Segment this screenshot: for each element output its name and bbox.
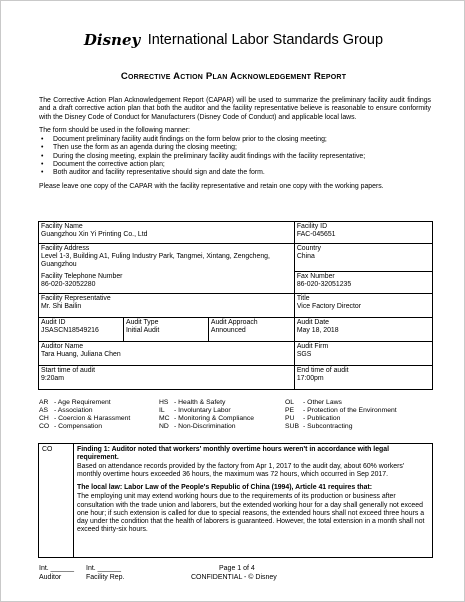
table-row (39, 366, 433, 390)
field-label: Audit Type (125, 319, 159, 326)
usage-heading: The form should be used in the following manner: (39, 126, 190, 134)
field-label: End time of audit (296, 367, 349, 374)
intro-section (39, 97, 431, 197)
start-time-cell (39, 366, 295, 390)
end-time-cell (294, 366, 432, 390)
table-row (39, 222, 433, 244)
field-label: Auditor Name (41, 343, 84, 350)
fax-value: 86-020-32051235 (296, 281, 352, 288)
field-label: Facility Address (41, 245, 90, 252)
disney-logo: Disney (83, 31, 141, 49)
facility-address-value: Level 1-3, Building A1, Fuling Industry Park, Tangmei, Xintang, Zengcheng, Guangzhou (41, 253, 270, 268)
facility-rep-initial-line: Int. ______ (86, 565, 122, 572)
facility-name-cell (39, 222, 295, 244)
page-number: Page 1 of 4 (219, 565, 255, 572)
legend-item: PE - Protection of the Environment (285, 407, 397, 414)
copy-instruction: Please leave one copy of the CAPAR with the facility representative and retain one copy with the working papers. (39, 183, 384, 191)
fax-cell (294, 272, 432, 294)
legend-item: AR - Age Requirement (39, 399, 111, 406)
table-row (39, 272, 433, 294)
audit-date-value: May 18, 2018 (296, 327, 339, 334)
field-label: Facility Name (41, 223, 83, 230)
facility-rep-cell (39, 294, 295, 318)
telephone-cell (39, 272, 295, 294)
facility-info-table (38, 221, 433, 390)
audit-approach-value: Announced (210, 327, 246, 334)
audit-id-value: JSASCN18549216 (41, 327, 99, 334)
auditor-initial-line: Int. ______ (39, 565, 75, 572)
list-item: • During the closing meeting, explain the preliminary facility audit findings with the facility representative; (39, 153, 431, 161)
law-title: The local law: Labor Law of the People's Republic of China (1994), Article 41 requires that: (77, 484, 373, 492)
legend-item: CH - Coercion & Harassment (39, 415, 131, 422)
auditor-name-cell (39, 342, 295, 366)
report-title: Corrective Action Plan Acknowledgement Report (120, 71, 347, 82)
list-item: • Both auditor and facility representative should sign and date the form. (39, 169, 431, 177)
field-label: Facility ID (296, 223, 328, 230)
legend-item: HS - Health & Safety (159, 399, 226, 406)
title-value: Vice Factory Director (296, 303, 362, 310)
field-label: Audit Approach (210, 319, 258, 326)
field-label: Start time of audit (41, 367, 96, 374)
list-item: • Document preliminary facility audit findings on the form below prior to the closing meeting; (39, 136, 431, 144)
legend-item: AS - Association (39, 407, 93, 414)
field-label: Facility Telephone Number (41, 272, 123, 280)
list-item: • Document the corrective action plan; (39, 161, 431, 169)
audit-type-cell (123, 318, 208, 342)
auditor-name-value: Tara Huang, Juliana Chen (41, 351, 121, 358)
legend-item: IL - Involuntary Labor (159, 407, 231, 414)
end-time-value: 17:00pm (296, 375, 324, 382)
usage-list (39, 136, 431, 177)
field-label: Title (296, 295, 310, 302)
facility-address-cell (39, 244, 295, 272)
field-label: Facility Representative (41, 295, 111, 302)
finding-code: CO (42, 446, 53, 453)
field-label: Audit ID (41, 319, 66, 326)
facility-name-value: Guangzhou Xin Yi Printing Co., Ltd (41, 231, 148, 238)
facility-rep-value: Mr. Shi Bailin (41, 303, 82, 310)
intro-paragraph: The Corrective Action Plan Acknowledgement Report (CAPAR) will be used to summarize the preliminary facility audit findings and a draft corrective action plan that both the auditor and the facility representative believe is reasonable to ensure conformity with the Disney Code of Conduct for Manufacturers (Disney Code of Conduct) and applicable local laws. (39, 97, 431, 121)
audit-id-cell (39, 318, 124, 342)
facility-id-value: FAC-045651 (296, 231, 336, 238)
confidential-notice: CONFIDENTIAL - © Disney (191, 574, 277, 581)
field-label: Fax Number (296, 273, 335, 280)
finding-description: Based on attendance records provided by the factory from Apr 1, 2017 to the audit day, about 60% workers' monthly overtime hours exceeded 36 hours, the maximum was 72 hours, which occurred in Sep 2017. (77, 463, 405, 479)
page-header (1, 31, 465, 49)
field-label: Audit Date (296, 319, 329, 326)
legend-item: SUB - Subcontracting (285, 423, 353, 430)
finding-body (77, 446, 429, 535)
audit-type-value: Initial Audit (125, 327, 160, 334)
list-item: • Then use the form as an agenda during the closing meeting; (39, 144, 431, 152)
audit-approach-cell (208, 318, 294, 342)
organization-name: International Labor Standards Group (147, 32, 384, 48)
title-cell (294, 294, 432, 318)
legend-item: ND - Non-Discrimination (159, 423, 236, 430)
table-row (39, 318, 433, 342)
auditor-label: Auditor (39, 574, 62, 581)
facility-id-cell (294, 222, 432, 244)
legend-item: CO - Compensation (39, 423, 102, 430)
law-description: The employing unit may extend working hours due to the requirements of its production or business after consultation with the trade union and laborers, but the extended working hour for a day shall generally not exceed one hour; if such extension is called for due to special reasons, the extended hours shall not exceed three hours a day under the condition that the health of laborers is guaranteed. However, the total extension in a month shall not exceed thirty-six hours. (77, 493, 425, 533)
audit-firm-value: SGS (296, 351, 312, 358)
finding-box (38, 443, 433, 558)
legend-item: MC - Monitoring & Compliance (159, 415, 255, 422)
telephone-value: 86-020-32052280 (41, 280, 96, 288)
audit-firm-cell (294, 342, 432, 366)
audit-date-cell (294, 318, 432, 342)
field-label: Country (296, 245, 321, 252)
facility-rep-label: Facility Rep. (86, 574, 125, 581)
start-time-value: 9:20am (41, 375, 64, 382)
field-label: Audit Firm (296, 343, 329, 350)
legend-item: PU - Publication (285, 415, 341, 422)
table-row (39, 342, 433, 366)
legend-item: OL - Other Laws (285, 399, 342, 406)
table-row (39, 244, 433, 272)
country-value: China (296, 253, 315, 260)
country-cell (294, 244, 432, 272)
table-row (39, 294, 433, 318)
finding-title: Finding 1: Auditor noted that workers' monthly overtime hours weren't in accordance with legal requirement. (77, 446, 389, 462)
divider (73, 444, 74, 557)
